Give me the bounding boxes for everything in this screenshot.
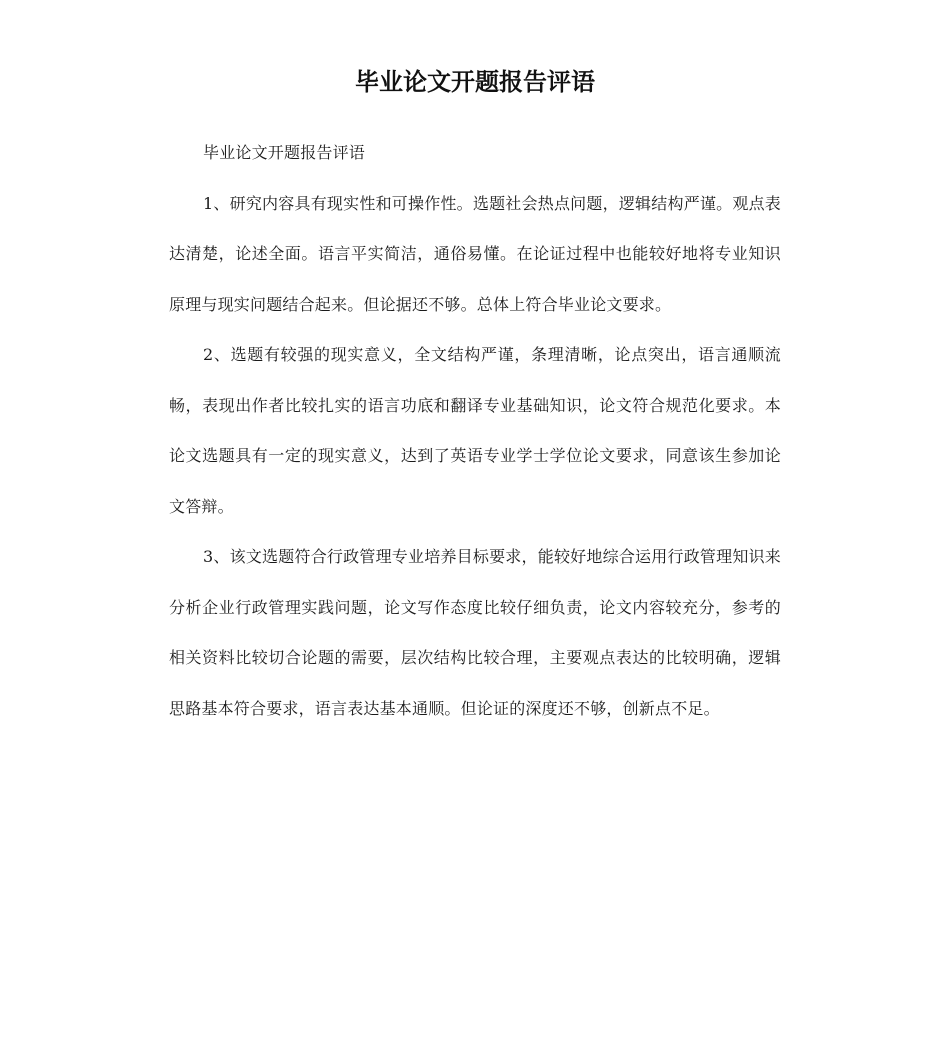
paragraph-comment-2: 2、选题有较强的现实意义，全文结构严谨，条理清晰，论点突出，语言通顺流畅，表现出作者比较扎实的语言功底和翻译专业基础知识，论文符合规范化要求。本论文选题具有一定的现实意义，达到了英语专业学士学位论文要求，同意该生参加论文答辩。 bbox=[169, 345, 781, 516]
paragraph-comment-3: 3、该文选题符合行政管理专业培养目标要求，能较好地综合运用行政管理知识来分析企业行政管理实践问题，论文写作态度比较仔细负责，论文内容较充分，参考的相关资料比较切合论题的需要，层次结构比较合理，主要观点表达的比较明确，逻辑思路基本符合要求，语言表达基本通顺。但论证的深度还不够，创新点不足。 bbox=[169, 547, 781, 718]
document-body bbox=[169, 128, 781, 734]
paragraph-subtitle: 毕业论文开题报告评语 bbox=[203, 143, 366, 162]
paragraph-comment-1: 1、研究内容具有现实性和可操作性。选题社会热点问题，逻辑结构严谨。观点表达清楚，论述全面。语言平实简洁，通俗易懂。在论证过程中也能较好地将专业知识原理与现实问题结合起来。但论据还不够。总体上符合毕业论文要求。 bbox=[169, 193, 781, 314]
document-title: 毕业论文开题报告评语 bbox=[355, 68, 595, 96]
